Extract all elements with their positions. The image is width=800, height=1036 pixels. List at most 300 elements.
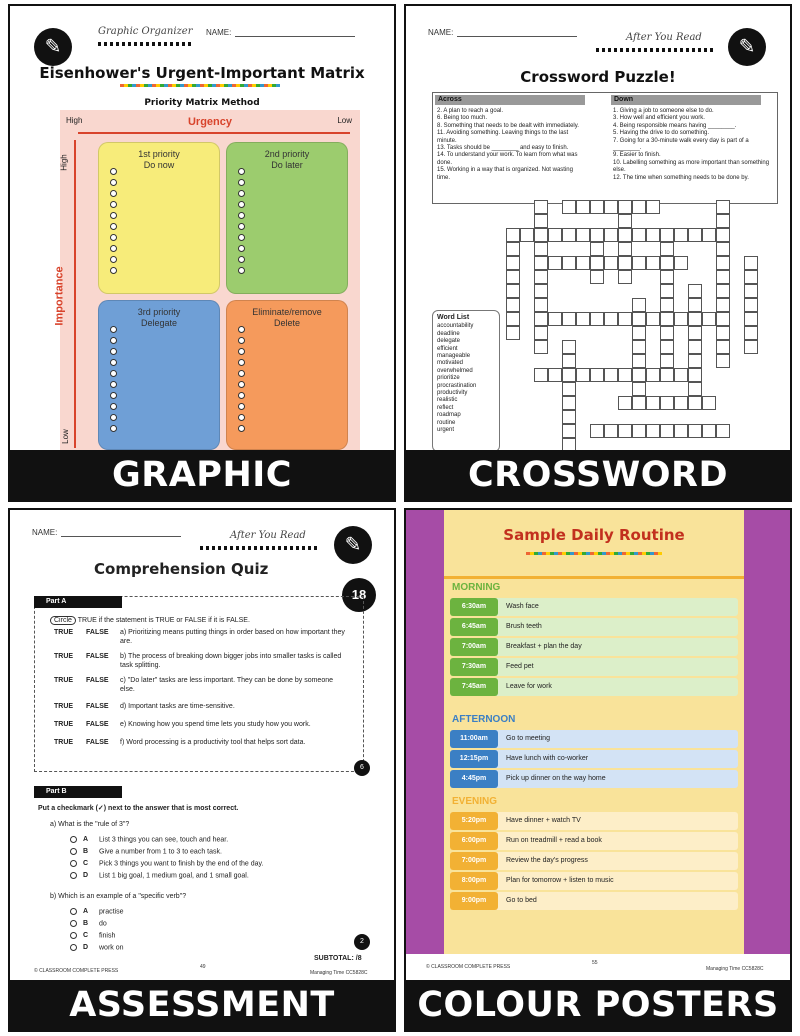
schedule-row [450,750,738,768]
checkbox[interactable] [110,337,117,344]
banner-assessment: ASSESSMENT [10,980,394,1030]
crossword-cell[interactable] [744,284,758,298]
crossword-cell[interactable] [618,424,632,438]
urgency-arrow [78,132,350,134]
checkbox[interactable] [238,348,245,355]
crossword-cell[interactable] [590,424,604,438]
crossword-cell[interactable] [548,368,562,382]
crossword-cell[interactable] [716,284,730,298]
checkbox[interactable] [238,392,245,399]
crossword-cell[interactable] [534,256,548,270]
crossword-cell[interactable] [632,326,646,340]
checkbox[interactable] [238,414,245,421]
true-false-item[interactable] [54,738,354,747]
checkbox[interactable] [238,256,245,263]
schedule-row [450,730,738,748]
question-b: b) Which is an example of a "specific verb"? [50,893,187,900]
checkbox[interactable] [238,245,245,252]
statement-text: a) Prioritizing means putting things in order based on how important they are. [120,629,345,645]
crossword-cell[interactable] [716,200,730,214]
crossword-cell[interactable] [744,312,758,326]
checkbox[interactable] [238,425,245,432]
crossword-cell[interactable] [562,228,576,242]
option-letter: C [83,932,89,940]
crossword-cell[interactable] [604,256,618,270]
checkbox[interactable] [110,425,117,432]
crossword-cell[interactable] [604,228,618,242]
option-letter: C [83,860,89,868]
crossword-cell[interactable] [674,424,688,438]
publisher: © CLASSROOM COMPLETE PRESS [426,964,511,970]
dotted-divider [200,546,318,550]
assessment-panel[interactable] [8,508,396,1032]
checkbox[interactable] [110,403,117,410]
checkbox[interactable] [110,381,117,388]
checkbox[interactable] [110,326,117,333]
checkbox[interactable] [238,190,245,197]
crossword-cell[interactable] [646,368,660,382]
urgency-high-label: High [66,116,83,125]
true-false-item[interactable] [54,628,354,646]
quadrant-title: 3rd priority [137,307,181,317]
crossword-cell[interactable] [716,354,730,368]
crossword-cell[interactable] [674,256,688,270]
crossword-cell[interactable] [632,200,646,214]
crossword-cell[interactable] [688,228,702,242]
schedule-time: 7:30am [450,658,498,676]
crossword-cell[interactable] [716,214,730,228]
crossword-cell[interactable] [660,340,674,354]
crossword-cell[interactable] [716,270,730,284]
crossword-cell[interactable] [590,200,604,214]
radio-icon[interactable] [70,908,77,915]
urgency-label: Urgency [187,116,233,128]
crossword-cell[interactable] [632,396,646,410]
crossword-panel[interactable] [404,4,792,502]
crossword-cell[interactable] [562,382,576,396]
subtotal: SUBTOTAL: /8 [314,955,362,962]
down-clue: 4. Being responsible means having ________. [613,122,737,129]
true-option[interactable]: TRUE [54,677,74,684]
importance-high-label: High [59,154,69,171]
part-a-score: 6 [354,760,370,776]
down-clues [613,108,773,182]
crossword-cell[interactable] [576,228,590,242]
banner-crossword: CROSSWORD [406,450,790,500]
crossword-cell[interactable] [632,354,646,368]
crossword-cell[interactable] [618,368,632,382]
crossword-cell[interactable] [534,340,548,354]
checkbox[interactable] [110,256,117,263]
quadrant-title: Eliminate/remove [252,307,322,317]
crossword-cell[interactable] [534,298,548,312]
across-clue: 14. To understand your work. To learn from what was done. [437,152,578,166]
word-list-item: overwhelmed [437,367,473,374]
schedule-activity: Go to bed [506,897,537,904]
crossword-cell[interactable] [688,312,702,326]
crossword-cell[interactable] [646,312,660,326]
true-false-item[interactable] [54,676,354,694]
crossword-cell[interactable] [688,368,702,382]
down-clue: 3. How well and efficient you work. [613,115,705,122]
crossword-cell[interactable] [506,312,520,326]
crossword-cell[interactable] [744,326,758,340]
crossword-cell[interactable] [660,326,674,340]
graphic-organizer-panel[interactable] [8,4,396,502]
crossword-cell[interactable] [562,410,576,424]
answer-option[interactable] [70,920,107,927]
schedule-time: 6:45am [450,618,498,636]
crossword-cell[interactable] [576,312,590,326]
false-option[interactable]: FALSE [86,703,109,710]
answer-option[interactable] [70,908,124,915]
word-list [432,310,500,452]
crossword-cell[interactable] [562,396,576,410]
false-option[interactable]: FALSE [86,739,109,746]
checkbox[interactable] [110,201,117,208]
checkbox[interactable] [110,370,117,377]
schedule-time: 7:00pm [450,852,498,870]
crossword-cell[interactable] [744,270,758,284]
crossword-cell[interactable] [688,326,702,340]
crossword-cell[interactable] [632,382,646,396]
crossword-cell[interactable] [646,228,660,242]
schedule-activity: Review the day's progress [506,857,588,864]
crossword-cell[interactable] [506,298,520,312]
crossword-cell[interactable] [702,228,716,242]
crossword-cell[interactable] [716,242,730,256]
crossword-cell[interactable] [660,256,674,270]
crossword-cell[interactable] [534,228,548,242]
across-clue: 2. A plan to reach a goal. [437,108,504,114]
radio-icon[interactable] [70,944,77,951]
crossword-cell[interactable] [688,284,702,298]
section-tag: After You Read [626,32,702,43]
crossword-cell[interactable] [618,270,632,284]
checkbox[interactable] [110,234,117,241]
schedule-time: 9:00pm [450,892,498,910]
crossword-cell[interactable] [716,256,730,270]
word-list-item: productivity [437,390,468,397]
crossword-cell[interactable] [632,312,646,326]
crossword-cell[interactable] [674,228,688,242]
crossword-cell[interactable] [506,326,520,340]
schedule-row [450,678,738,696]
false-option[interactable]: FALSE [86,721,109,728]
crossword-cell[interactable] [674,396,688,410]
crossword-cell[interactable] [618,242,632,256]
crossword-cell[interactable] [506,242,520,256]
down-header: Down [611,95,761,105]
crossword-cell[interactable] [660,396,674,410]
across-clue: 11. Avoiding something. Leaving things to the last minute. [437,130,569,144]
schedule-row [450,598,738,616]
crossword-cell[interactable] [688,298,702,312]
page-number: 49 [200,964,206,970]
importance-arrow [74,140,76,448]
checkbox[interactable] [110,168,117,175]
true-option[interactable]: TRUE [54,739,74,746]
crossword-cell[interactable] [548,228,562,242]
radio-icon[interactable] [70,860,77,867]
crossword-cell[interactable] [688,354,702,368]
part-a-label: Part A [34,596,122,608]
radio-icon[interactable] [70,848,77,855]
poster-panel[interactable] [404,508,792,1032]
crossword-cell[interactable] [562,424,576,438]
part-b-score: 2 [354,934,370,950]
crossword-cell[interactable] [562,340,576,354]
crossword-cell[interactable] [744,340,758,354]
crossword-cell[interactable] [660,424,674,438]
crossword-cell[interactable] [716,326,730,340]
crossword-cell[interactable] [702,396,716,410]
crossword-cell[interactable] [618,312,632,326]
crossword-cell[interactable] [674,368,688,382]
crossword-cell[interactable] [576,368,590,382]
checkbox[interactable] [238,381,245,388]
answer-option[interactable] [70,836,228,843]
option-text: List 1 big goal, 1 medium goal, and 1 small goal. [99,872,249,880]
checkbox[interactable] [238,223,245,230]
crossword-cell[interactable] [660,298,674,312]
schedule-activity: Wash face [506,603,539,610]
crossword-cell[interactable] [744,298,758,312]
answer-option[interactable] [70,872,249,879]
checkbox[interactable] [238,179,245,186]
checkbox[interactable] [110,348,117,355]
checkbox[interactable] [110,212,117,219]
option-text: finish [99,932,116,940]
crossword-cell[interactable] [576,256,590,270]
crossword-cell[interactable] [660,270,674,284]
checkbox[interactable] [110,190,117,197]
schedule-activity: Brush teeth [506,623,542,630]
pencil-icon: ✎ [34,28,72,66]
crossword-cell[interactable] [534,214,548,228]
crossword-cell[interactable] [534,326,548,340]
checkbox[interactable] [238,212,245,219]
checkbox[interactable] [110,414,117,421]
checkbox[interactable] [238,201,245,208]
statement-text: f) Word processing is a productivity tool that helps sort data. [120,739,306,746]
crossword-cell[interactable] [562,312,576,326]
radio-icon[interactable] [70,872,77,879]
crossword-cell[interactable] [632,424,646,438]
crossword-cell[interactable] [548,256,562,270]
schedule-time: 11:00am [450,730,498,748]
option-text: work on [99,944,124,952]
page-title: Crossword Puzzle! [520,68,676,86]
crossword-cell[interactable] [646,396,660,410]
schedule-row [450,770,738,788]
crossword-cell[interactable] [646,256,660,270]
crossword-cell[interactable] [604,312,618,326]
crossword-cell[interactable] [660,354,674,368]
crossword-cell[interactable] [534,284,548,298]
option-letter: D [83,944,89,952]
option-text: Give a number from 1 to 3 to each task. [99,848,222,856]
crossword-cell[interactable] [590,228,604,242]
true-false-item[interactable] [54,702,354,711]
crossword-cell[interactable] [646,200,660,214]
quadrant-action: Do later [271,160,303,170]
crossword-cell[interactable] [618,396,632,410]
crossword-cell[interactable] [618,214,632,228]
false-option[interactable]: FALSE [86,653,109,660]
pencil-icon: ✎ [334,526,372,564]
crossword-cell[interactable] [562,256,576,270]
crossword-cell[interactable] [716,424,730,438]
radio-icon[interactable] [70,932,77,939]
answer-option[interactable] [70,944,124,951]
true-option[interactable]: TRUE [54,629,74,636]
checkbox[interactable] [110,392,117,399]
answer-option[interactable] [70,932,115,939]
schedule-row [450,658,738,676]
schedule-row [450,618,738,636]
crossword-cell[interactable] [688,396,702,410]
crossword-cell[interactable] [674,312,688,326]
crossword-cell[interactable] [702,424,716,438]
crossword-cell[interactable] [632,340,646,354]
crossword-cell[interactable] [716,298,730,312]
crossword-cell[interactable] [520,228,534,242]
schedule-time: 6:30am [450,598,498,616]
question-a: a) What is the "rule of 3"? [50,821,130,828]
crossword-cell[interactable] [506,270,520,284]
crossword-cell[interactable] [688,340,702,354]
crossword-cell[interactable] [702,312,716,326]
crossword-cell[interactable] [562,368,576,382]
checkbox[interactable] [238,168,245,175]
crossword-cell[interactable] [646,424,660,438]
answer-option[interactable] [70,848,222,855]
crossword-cell[interactable] [660,312,674,326]
checkbox[interactable] [110,359,117,366]
down-clue: 7. Going for a 30-minute walk every day is part of a ________. [613,137,749,152]
crossword-cell[interactable] [716,228,730,242]
crossword-cell[interactable] [562,200,576,214]
crossword-cell[interactable] [534,312,548,326]
checkbox[interactable] [238,370,245,377]
schedule-time: 5:20pm [450,812,498,830]
radio-icon[interactable] [70,920,77,927]
crossword-cell[interactable] [632,298,646,312]
true-option[interactable]: TRUE [54,653,74,660]
crossword-cell[interactable] [660,228,674,242]
false-option[interactable]: FALSE [86,629,109,636]
crossword-cell[interactable] [632,228,646,242]
crossword-cell[interactable] [590,242,604,256]
crossword-cell[interactable] [590,256,604,270]
crossword-cell[interactable] [744,256,758,270]
option-text: practise [99,908,124,916]
crossword-cell[interactable] [660,242,674,256]
crossword-cell[interactable] [618,256,632,270]
checkbox[interactable] [110,267,117,274]
crossword-cell[interactable] [590,270,604,284]
page-title: Eisenhower's Urgent-Important Matrix [39,64,365,82]
true-option[interactable]: TRUE [54,721,74,728]
true-option[interactable]: TRUE [54,703,74,710]
crossword-cell[interactable] [548,312,562,326]
schedule-time: 8:00pm [450,872,498,890]
checkbox[interactable] [238,359,245,366]
crossword-cell[interactable] [618,228,632,242]
checkbox[interactable] [110,245,117,252]
crossword-cell[interactable] [716,340,730,354]
page-title: Comprehension Quiz [94,560,269,578]
evening-label: EVENING [452,796,498,807]
false-option[interactable]: FALSE [86,677,109,684]
crossword-cell[interactable] [632,368,646,382]
crossword-cell[interactable] [660,368,674,382]
crossword-cell[interactable] [506,228,520,242]
schedule-time: 7:00am [450,638,498,656]
answer-option[interactable] [70,860,263,867]
schedule-row [450,832,738,850]
checkbox[interactable] [238,267,245,274]
crossword-cell[interactable] [688,382,702,396]
checkbox[interactable] [110,179,117,186]
crossword-cell[interactable] [534,242,548,256]
true-false-item[interactable] [54,652,354,670]
crossword-cell[interactable] [660,284,674,298]
word-list-title: Word List [437,314,470,321]
quadrant-action: Delegate [140,318,178,328]
crossword-cell[interactable] [506,284,520,298]
crossword-cell[interactable] [632,256,646,270]
crossword-cell[interactable] [590,368,604,382]
schedule-activity: Have lunch with co-worker [506,755,589,762]
true-false-item[interactable] [54,720,354,729]
statement-text: c) "Do later" tasks are less important. They can be done by someone else. [120,677,334,693]
crossword-cell[interactable] [534,368,548,382]
clues-box [432,92,778,204]
crossword-cell[interactable] [562,354,576,368]
crossword-cell[interactable] [506,256,520,270]
schedule-activity: Plan for tomorrow + listen to music [506,877,614,884]
schedule-activity: Pick up dinner on the way home [506,775,606,782]
crossword-cell[interactable] [618,200,632,214]
radio-icon[interactable] [70,836,77,843]
crossword-cell[interactable] [604,200,618,214]
checkbox[interactable] [238,403,245,410]
name-field: NAME: [32,528,181,537]
schedule-time: 4:45pm [450,770,498,788]
checkbox[interactable] [238,337,245,344]
color-dots [120,84,280,87]
checkbox[interactable] [110,223,117,230]
quadrant-title: 2nd priority [264,149,310,159]
crossword-cell[interactable] [534,200,548,214]
checkbox[interactable] [238,234,245,241]
crossword-cell[interactable] [716,312,730,326]
checkbox[interactable] [238,326,245,333]
crossword-cell[interactable] [576,200,590,214]
option-letter: B [83,848,89,856]
crossword-cell[interactable] [604,368,618,382]
option-text: List 3 things you can see, touch and hear. [99,836,229,844]
schedule-time: 6:00pm [450,832,498,850]
name-field: NAME: [428,28,577,37]
down-clue: 12. The time when something needs to be done by. [613,174,749,181]
crossword-cell[interactable] [688,424,702,438]
crossword-cell[interactable] [604,424,618,438]
crossword-cell[interactable] [534,270,548,284]
crossword-cell[interactable] [590,312,604,326]
